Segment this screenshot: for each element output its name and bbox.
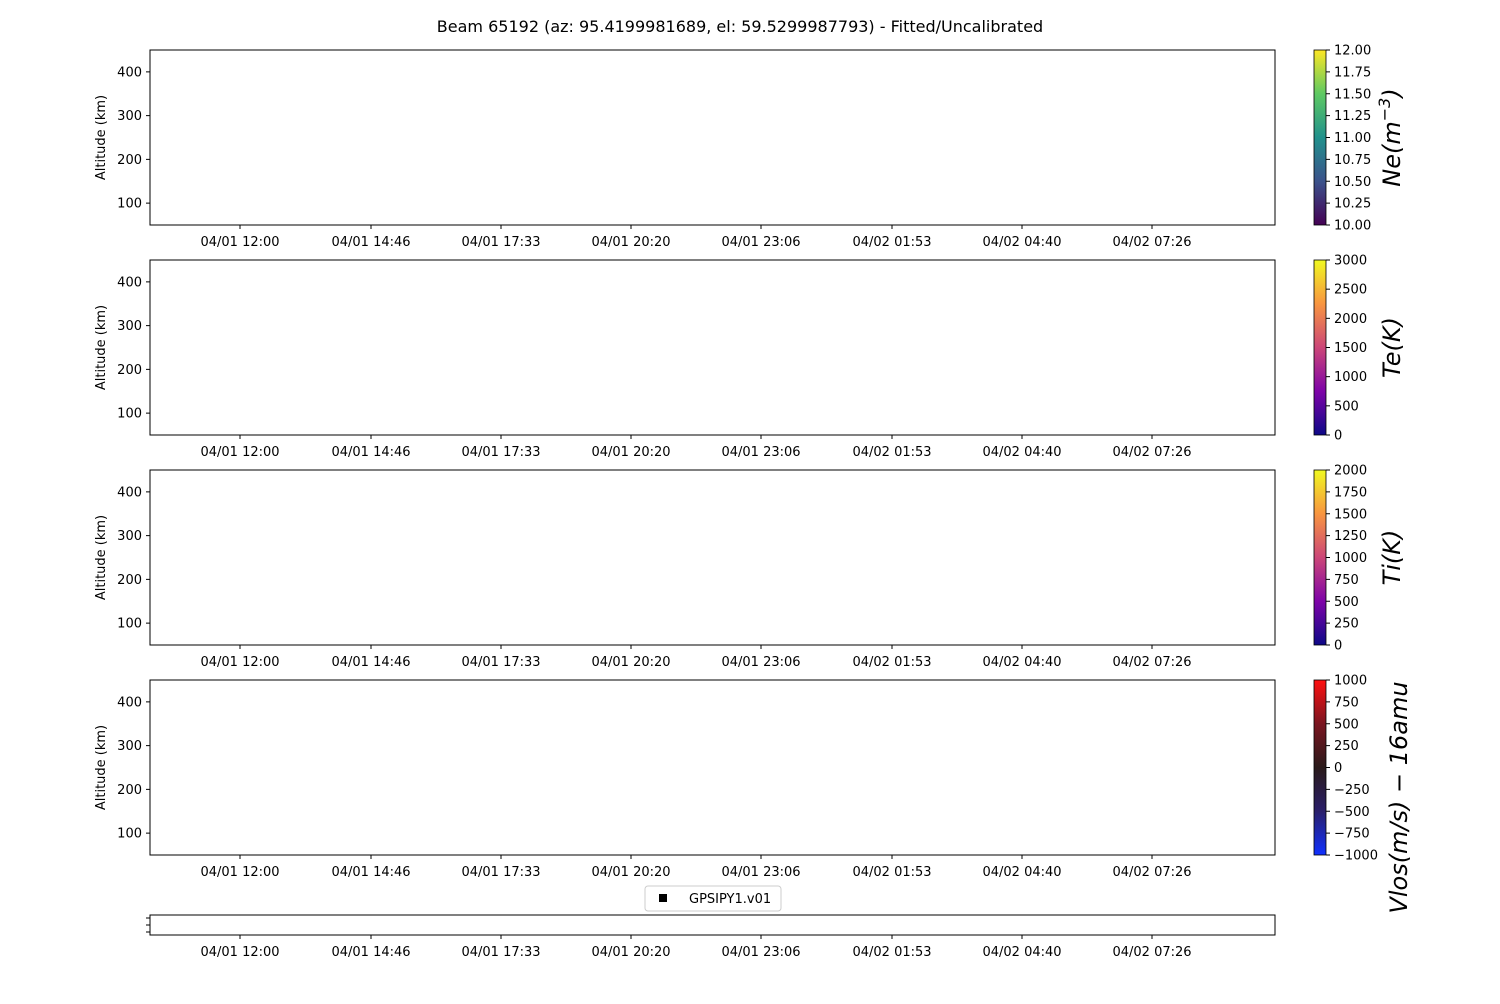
plot-frame [150,470,1275,645]
x-tick-label: 04/01 23:06 [721,945,801,960]
colorbar-tick-label: −750 [1334,826,1370,842]
x-tick-label: 04/02 04:40 [982,235,1062,250]
y-tick-label: 400 [117,695,142,711]
panel-4 [94,674,1413,914]
x-tick-label: 04/01 20:20 [591,445,671,460]
colorbar-tick-label: 11.25 [1334,109,1372,125]
colorbar-tick-label: 0 [1334,761,1343,776]
plot-frame [150,680,1275,855]
x-tick-label: 04/01 12:00 [200,445,280,460]
colorbar-tick-label: 11.50 [1334,87,1372,103]
x-tick-label: 04/02 04:40 [982,865,1062,880]
x-tick-label: 04/01 23:06 [721,865,801,880]
x-tick-label: 04/01 20:20 [591,945,671,960]
colorbar-tick-label: 10.75 [1334,152,1372,168]
x-tick-label: 04/02 07:26 [1112,235,1192,250]
colorbar-tick-label: 2000 [1334,463,1368,479]
colorbar-tick-label: 11.00 [1334,131,1372,146]
y-tick-label: 400 [117,65,142,81]
y-tick-label: 200 [117,572,142,588]
x-tick-label: 04/01 12:00 [200,655,280,670]
x-tick-label: 04/02 04:40 [982,945,1062,960]
y-tick-label: 200 [117,362,142,378]
colorbar-tick-label: 10.25 [1334,196,1372,212]
y-tick-label: 300 [117,739,142,755]
colorbar-tick-label: 1000 [1334,551,1368,566]
colorbar-tick-label: 1000 [1334,673,1368,689]
x-tick-label: 04/01 17:33 [461,235,541,250]
plot-frame [150,915,1275,935]
x-tick-label: 04/01 20:20 [591,235,671,250]
colorbar-tick-label: 11.75 [1334,65,1372,81]
y-tick-label: 400 [117,275,142,291]
x-tick-label: 04/02 07:26 [1112,865,1192,880]
colorbar-tick-label: 10.00 [1334,218,1372,234]
x-tick-label: 04/01 12:00 [200,235,280,250]
y-axis-label: Altitude (km) [94,514,109,601]
y-tick-label: 100 [117,406,142,422]
x-tick-label: 04/01 14:46 [331,235,411,250]
colorbar-tick-label: 1500 [1334,507,1368,523]
plot-frame [150,260,1275,435]
x-tick-label: 04/01 17:33 [461,945,541,960]
legend-label: GPSIPY1.v01 [689,892,772,907]
panel-5 [146,886,1275,960]
colorbar-tick-label: 0 [1334,638,1343,654]
x-tick-label: 04/02 01:53 [852,445,932,460]
x-tick-label: 04/02 04:40 [982,445,1062,460]
colorbar-label: Ti(K) [1378,529,1406,586]
colorbar-tick-label: −1000 [1334,848,1378,864]
x-tick-label: 04/02 04:40 [982,655,1062,670]
colorbar-tick-label: 750 [1334,572,1359,588]
y-axis-label: Altitude (km) [94,304,109,391]
y-tick-label: 100 [117,616,142,632]
y-tick-label: 100 [117,196,142,212]
x-tick-label: 04/01 14:46 [331,945,411,960]
x-tick-label: 04/01 17:33 [461,655,541,670]
y-tick-label: 400 [117,485,142,501]
panel-2 [94,254,1406,461]
colorbar-tick-label: 1750 [1334,485,1368,501]
plot-frame [150,50,1275,225]
colorbar-label: Te(K) [1378,317,1406,378]
x-tick-label: 04/02 01:53 [852,865,932,880]
y-tick-label: 200 [117,152,142,168]
x-tick-label: 04/02 01:53 [852,235,932,250]
x-tick-label: 04/01 20:20 [591,655,671,670]
colorbar [1314,50,1326,225]
x-tick-label: 04/01 14:46 [331,445,411,460]
x-tick-label: 04/01 23:06 [721,235,801,250]
panel-3 [94,464,1406,671]
colorbar-tick-label: 500 [1334,399,1359,415]
colorbar-tick-label: 1250 [1334,529,1368,545]
x-tick-label: 04/01 20:20 [591,865,671,880]
colorbar-tick-label: 500 [1334,717,1359,733]
x-tick-label: 04/02 07:26 [1112,445,1192,460]
colorbar-tick-label: 12.00 [1334,43,1372,59]
x-tick-label: 04/01 14:46 [331,655,411,670]
x-tick-label: 04/01 14:46 [331,865,411,880]
x-tick-label: 04/01 23:06 [721,655,801,670]
colorbar-tick-label: 2000 [1334,311,1368,327]
x-tick-label: 04/01 17:33 [461,865,541,880]
colorbar-tick-label: 750 [1334,695,1359,711]
colorbar-tick-label: 250 [1334,739,1359,755]
colorbar-tick-label: 3000 [1334,253,1368,269]
x-tick-label: 04/02 07:26 [1112,655,1192,670]
colorbar-label: Vlos(m/s) − 16amu [1385,681,1413,914]
colorbar-tick-label: 500 [1334,594,1359,610]
y-tick-label: 100 [117,826,142,842]
figure-title: Beam 65192 (az: 95.4199981689, el: 59.5299987793) - Fitted/Uncalibrated [436,17,1044,36]
x-tick-label: 04/01 17:33 [461,445,541,460]
colorbar-tick-label: 1500 [1334,341,1368,356]
x-tick-label: 04/02 07:26 [1112,945,1192,960]
y-tick-label: 200 [117,782,142,798]
colorbar-label: $Ne(m^{-3})$ [1375,88,1406,187]
colorbar-tick-label: 1000 [1334,370,1368,386]
legend-marker-icon [659,894,667,902]
y-axis-label: Altitude (km) [94,94,109,181]
y-tick-label: 300 [117,529,142,545]
x-tick-label: 04/01 12:00 [200,865,280,880]
y-tick-label: 300 [117,319,142,335]
x-tick-label: 04/02 01:53 [852,655,932,670]
colorbar-tick-label: 250 [1334,616,1359,632]
colorbar-tick-label: −250 [1334,782,1370,798]
legend [645,886,781,911]
colorbar-tick-label: 10.50 [1334,174,1372,190]
colorbar [1314,470,1326,645]
colorbar [1314,260,1326,435]
colorbar-tick-label: 2500 [1334,282,1368,298]
y-axis-label: Altitude (km) [94,724,109,811]
panel-1 [94,44,1406,251]
x-tick-label: 04/01 23:06 [721,445,801,460]
x-tick-label: 04/01 12:00 [200,945,280,960]
colorbar-tick-label: −500 [1334,804,1370,820]
y-tick-label: 300 [117,109,142,125]
colorbar [1314,680,1326,855]
colorbar-tick-label: 0 [1334,428,1343,444]
x-tick-label: 04/02 01:53 [852,945,932,960]
